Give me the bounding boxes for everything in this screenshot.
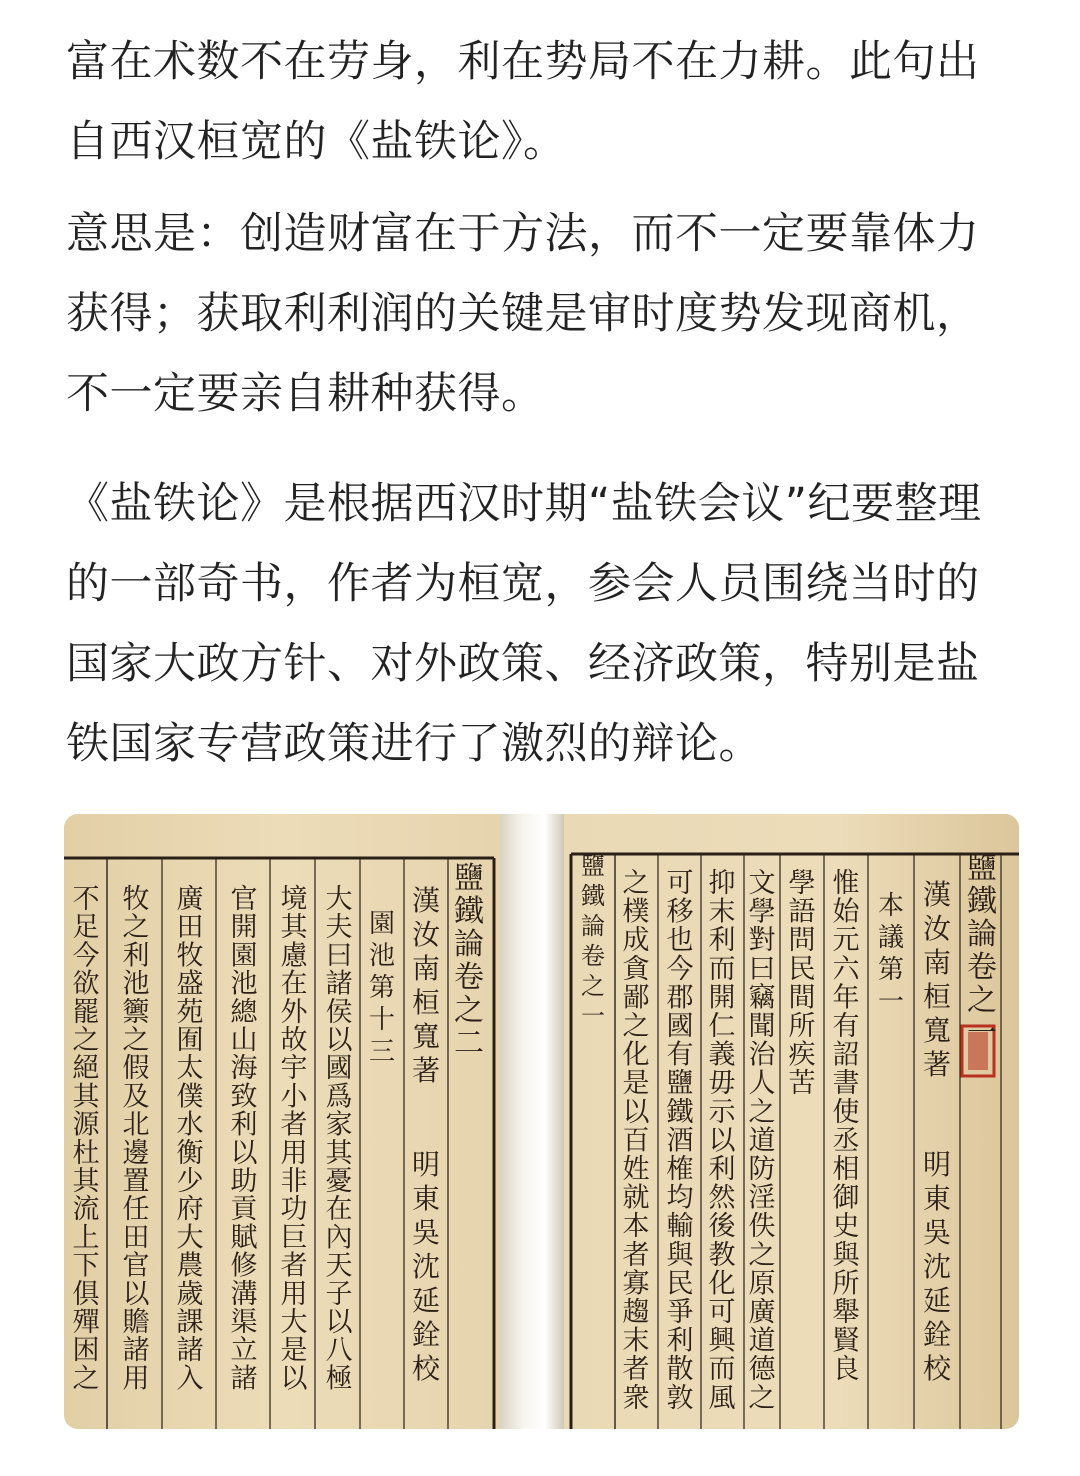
left-page-chapter: 園池第十三 bbox=[368, 909, 396, 1067]
left-page-header: 鹽鐵論卷之二 bbox=[454, 861, 484, 1061]
right-page-editor: 明東吳沈延銓校 bbox=[922, 1148, 952, 1385]
paragraph-background: 《盐铁论》是根据西汉时期“盐铁会议”纪要整理的一部奇书，作者为桓宽，参会人员围绕当时的国家大政方针、对外政策、经济政策，特别是盐铁国家专营政策进行了激烈的辩论。 bbox=[66, 479, 982, 769]
left-page-column: 牧之利池籞之假及北邊置任田官以贍諸用 bbox=[122, 884, 150, 1395]
page-bottom bbox=[0, 1440, 1080, 1476]
left-page-author: 漢汝南桓寬著 bbox=[411, 884, 441, 1087]
book-image bbox=[64, 814, 1019, 1429]
right-page-chapter: 本議第一 bbox=[877, 891, 905, 1017]
right-page-author: 漢汝南桓寬著 bbox=[922, 878, 952, 1081]
right-page-column: 之樸成貪鄙之化是以百姓就本者寡趨末者衆 bbox=[622, 868, 650, 1414]
paragraph-meaning: 意思是：创造财富在于方法，而不一定要靠体力获得；获取利利润的关键是审时度势发现商机，不一定要亲自耕种获得。 bbox=[66, 209, 980, 419]
right-page-fold-label: 鹽鐵論卷之一 bbox=[581, 852, 605, 1030]
right-page-column: 文學對曰竊聞治人之道防淫佚之原廣道德之 bbox=[748, 868, 776, 1414]
left-page-column: 大夫曰諸侯以國爲家其憂在內天子以八極 bbox=[325, 884, 353, 1395]
paragraph-source: 富在术数不在劳身，利在势局不在力耕。此句出自西汉桓宽的《盐铁论》。 bbox=[66, 37, 980, 167]
right-page-column: 學語問民間所疾苦 bbox=[788, 868, 816, 1100]
right-page-column: 惟始元六年有詔書使丞相御史與所舉賢良 bbox=[832, 868, 860, 1386]
book-scan bbox=[64, 814, 1019, 1429]
right-page-header: 鹽鐵論卷之一 bbox=[967, 851, 997, 1051]
book-gutter bbox=[500, 814, 564, 1429]
left-page-column: 境其慮在外故宇小者用非功巨者用大是以 bbox=[280, 884, 308, 1395]
left-page-column: 不足今欲罷之絕其源杜其流上下俱殫困之 bbox=[72, 884, 100, 1395]
right-page-column: 可移也今郡國有鹽鐵酒榷均輸與民爭利散敦 bbox=[666, 868, 694, 1414]
left-page-editor: 明東吳沈延銓校 bbox=[411, 1148, 441, 1385]
left-page-column: 廣田牧盛苑囿太僕水衡少府大農歲課諸入 bbox=[176, 884, 204, 1395]
right-page-column: 抑末利而開仁義毋示以利然後教化可興而風 bbox=[708, 868, 736, 1414]
left-page-column: 官開園池總山海致利以助貢賦修溝渠立諸 bbox=[230, 884, 258, 1395]
